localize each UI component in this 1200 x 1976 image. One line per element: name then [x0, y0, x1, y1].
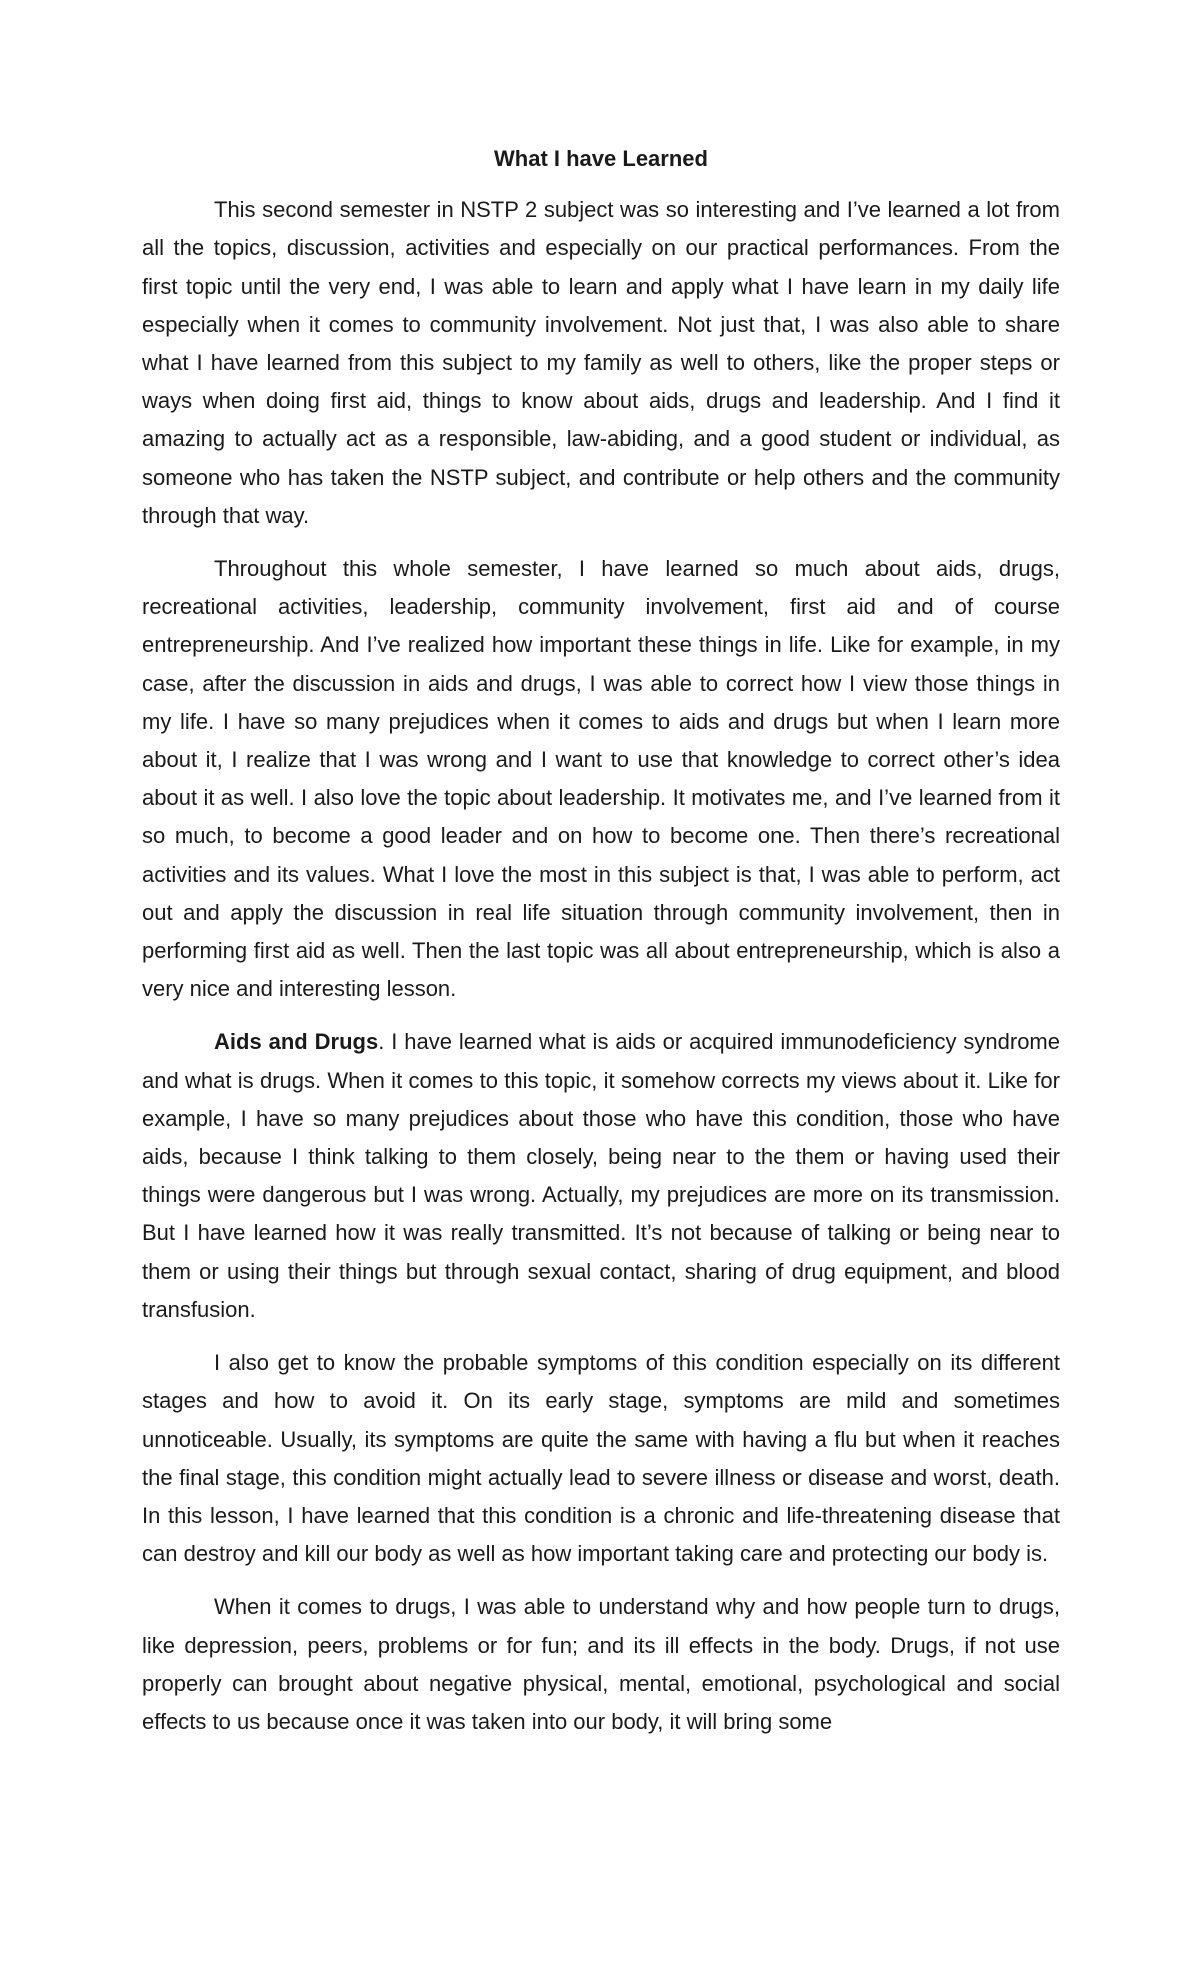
- paragraph-intro: [142, 191, 1060, 535]
- paragraph-text: . I have learned what is aids or acquired immunodeficiency syndrome and what is drugs. When it comes to this topic, it somehow corrects my views about it. Like for example, I have so many prejudices about those who have this condition, those who have aids, because I think talking to them closely, being near to the them or having used their things were dangerous but I was wrong. Actually, my prejudices are more on its transmission. But I have learned how it was really transmitted. It’s not because of talking or being near to them or using their things but through sexual contact, sharing of drug equipment, and blood transfusion.: [142, 1029, 1060, 1322]
- paragraph-text: This second semester in NSTP 2 subject was so interesting and I’ve learned a lot from all the topics, discussion, activities and especially on our practical performances. From the first topic until the very end, I was able to learn and apply what I have learn in my daily life especially when it comes to community involvement. Not just that, I was also able to share what I have learned from this subject to my family as well to others, like the proper steps or ways when doing first aid, things to know about aids, drugs and leadership. And I find it amazing to actually act as a responsible, law-abiding, and a good student or individual, as someone who has taken the NSTP subject, and contribute or help others and the community through that way.: [142, 197, 1060, 528]
- paragraph-text: Throughout this whole semester, I have learned so much about aids, drugs, recreational activities, leadership, community involvement, first aid and of course entrepreneurship. And I’ve realized how important these things in life. Like for example, in my case, after the discussion in aids and drugs, I was able to correct how I view those things in my life. I have so many prejudices when it comes to aids and drugs but when I learn more about it, I realize that I was wrong and I want to use that knowledge to correct other’s idea about it as well. I also love the topic about leadership. It motivates me, and I’ve learned from it so much, to become a good leader and on how to become one. Then there’s recreational activities and its values. What I love the most in this subject is that, I was able to perform, act out and apply the discussion in real life situation through community involvement, then in performing first aid as well. Then the last topic was all about entrepreneurship, which is also a very nice and interesting lesson.: [142, 556, 1060, 1002]
- paragraph-aids-and-drugs: [142, 1023, 1060, 1329]
- paragraph-drugs: [142, 1588, 1060, 1741]
- paragraph-symptoms: [142, 1344, 1060, 1573]
- paragraph-text: When it comes to drugs, I was able to understand why and how people turn to drugs, like depression, peers, problems or for fun; and its ill effects in the body. Drugs, if not use properly can brought about negative physical, mental, emotional, psychological and social effects to us because once it was taken into our body, it will bring some: [142, 1594, 1060, 1734]
- paragraph-lead-heading: Aids and Drugs: [214, 1029, 379, 1055]
- document-page: [142, 140, 1060, 1756]
- document-title: What I have Learned: [494, 146, 708, 171]
- paragraph-semester-summary: [142, 550, 1060, 1008]
- paragraph-text: I also get to know the probable symptoms of this condition especially on its different stages and how to avoid it. On its early stage, symptoms are mild and sometimes unnoticeable. Usually, its symptoms are quite the same with having a flu but when it reaches the final stage, this condition might actually lead to severe illness or disease and worst, death. In this lesson, I have learned that this condition is a chronic and life-threatening disease that can destroy and kill our body as well as how important taking care and protecting our body is.: [142, 1350, 1060, 1567]
